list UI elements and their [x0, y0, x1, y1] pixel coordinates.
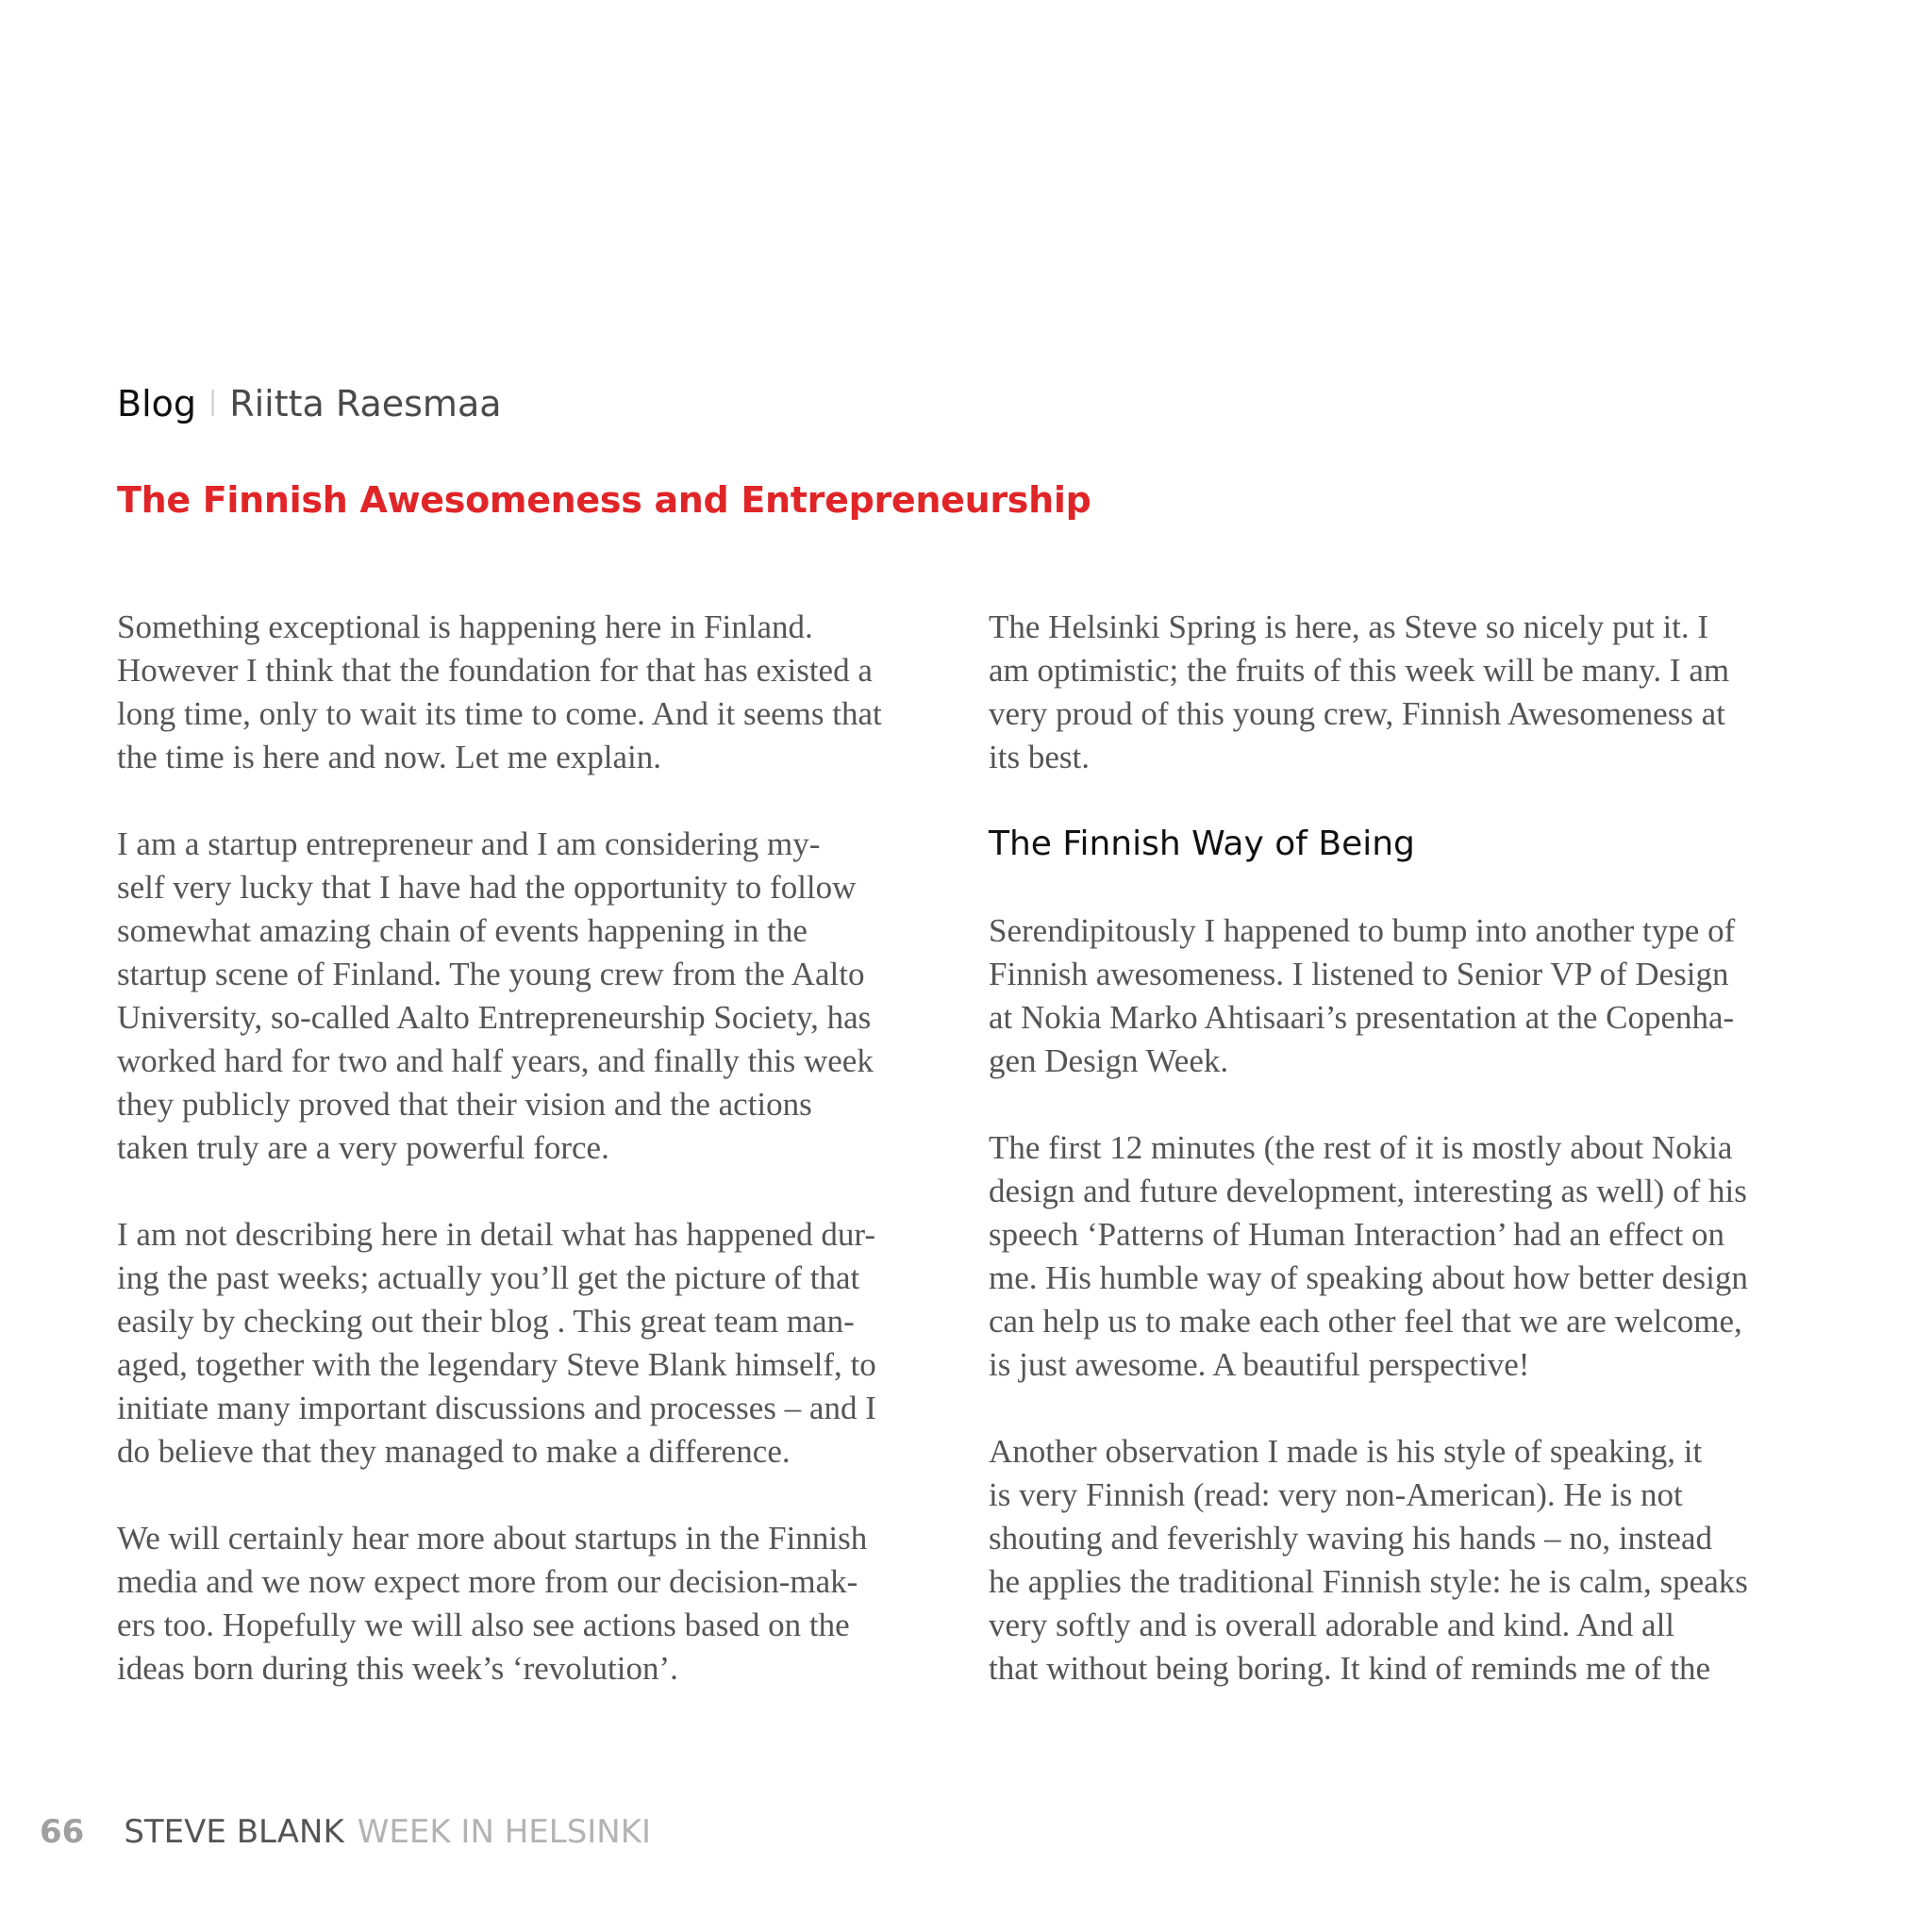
text-line: gen Design Week. [989, 1042, 1229, 1079]
text-line: can help us to make each other feel that we are welcome, [989, 1303, 1742, 1340]
text-line: shouting and feverishly waving his hands – no, instead [989, 1520, 1712, 1557]
paragraph [117, 606, 966, 779]
page-number: 66 [40, 1813, 85, 1851]
text-line: aged, together with the legendary Steve Blank himself, to [117, 1346, 876, 1383]
text-line: Finnish awesomeness. I listened to Senior VP of Design [989, 956, 1729, 992]
text-line: do believe that they managed to make a difference. [117, 1433, 791, 1470]
header-separator: I [208, 383, 219, 425]
text-line: somewhat amazing chain of events happening in the [117, 912, 808, 949]
text-line: me. His humble way of speaking about how better design [989, 1259, 1748, 1296]
text-line: worked hard for two and half years, and finally this week [117, 1042, 874, 1079]
paragraph [117, 823, 966, 1170]
article-title: The Finnish Awesomeness and Entrepreneurship [117, 479, 1091, 521]
text-line: long time, only to wait its time to come. And it seems that [117, 695, 882, 732]
text-line: initiate many important discussions and processes – and I [117, 1390, 876, 1426]
right-column [989, 606, 1838, 1734]
text-line: The Helsinki Spring is here, as Steve so nicely put it. I [989, 608, 1709, 645]
text-line: the time is here and now. Let me explain. [117, 739, 661, 775]
paragraph [989, 606, 1838, 779]
text-line: ers too. Hopefully we will also see actions based on the [117, 1607, 850, 1643]
text-line: he applies the traditional Finnish style: he is calm, speaks [989, 1563, 1748, 1600]
publication-subtitle: WEEK IN HELSINKI [357, 1813, 652, 1851]
paragraph [989, 1430, 1838, 1690]
paragraph [117, 1213, 966, 1474]
text-line: is just awesome. A beautiful perspective! [989, 1346, 1530, 1383]
text-line: ing the past weeks; actually you’ll get the picture of that [117, 1259, 860, 1296]
text-line: easily by checking out their blog . This great team man- [117, 1303, 855, 1340]
left-column [117, 606, 966, 1734]
page-footer [40, 1813, 651, 1851]
publication-name: STEVE BLANK [124, 1813, 344, 1851]
text-line: startup scene of Finland. The young crew from the Aalto [117, 956, 865, 992]
page-edge [1875, 0, 1932, 1932]
text-line: I am a startup entrepreneur and I am considering my- [117, 825, 821, 862]
text-line: media and we now expect more from our decision-mak- [117, 1563, 858, 1600]
section-label: Blog [117, 383, 196, 425]
author-name: Riitta Raesmaa [229, 383, 502, 425]
text-line: Something exceptional is happening here in Finland. [117, 608, 813, 645]
text-line: Serendipitously I happened to bump into another type of [989, 912, 1736, 949]
text-line: at Nokia Marko Ahtisaari’s presentation at the Copenha- [989, 999, 1735, 1036]
text-line: they publicly proved that their vision and the actions [117, 1086, 812, 1123]
text-line: speech ‘Patterns of Human Interaction’ had an effect on [989, 1216, 1725, 1253]
text-line: is very Finnish (read: very non-American). He is not [989, 1476, 1683, 1513]
text-line: We will certainly hear more about startups in the Finnish [117, 1520, 868, 1557]
section-subheading: The Finnish Way of Being [989, 824, 1415, 863]
text-line: I am not describing here in detail what has happened dur- [117, 1216, 876, 1253]
text-line: design and future development, interesting as well) of his [989, 1173, 1747, 1209]
text-line: taken truly are a very powerful force. [117, 1129, 609, 1166]
paragraph [117, 1517, 966, 1690]
text-line: ideas born during this week’s ‘revolution’. [117, 1650, 678, 1687]
blog-header [117, 383, 502, 425]
text-line: am optimistic; the fruits of this week will be many. I am [989, 652, 1730, 689]
text-line: self very lucky that I have had the opportunity to follow [117, 869, 857, 906]
text-line: its best. [989, 739, 1090, 775]
text-line: However I think that the foundation for that has existed a [117, 652, 873, 689]
text-line: very softly and is overall adorable and kind. And all [989, 1607, 1675, 1643]
text-line: Another observation I made is his style of speaking, it [989, 1433, 1703, 1470]
text-line: very proud of this young crew, Finnish Awesomeness at [989, 695, 1725, 732]
text-line: The first 12 minutes (the rest of it is mostly about Nokia [989, 1129, 1733, 1166]
paragraph [989, 1126, 1838, 1387]
text-line: that without being boring. It kind of reminds me of the [989, 1650, 1711, 1687]
paragraph [989, 909, 1838, 1083]
text-line: University, so-called Aalto Entrepreneurship Society, has [117, 999, 872, 1036]
